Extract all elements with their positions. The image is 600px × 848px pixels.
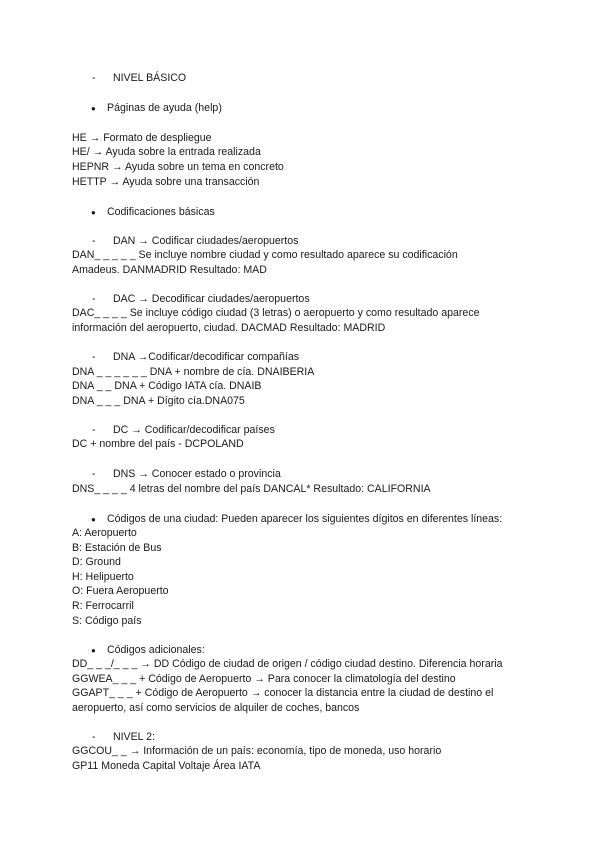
dan-line: Amadeus. DANMADRID Resultado: MAD	[72, 264, 267, 276]
dac-line: información del aeropuerto, ciudad. DACMAD Resultado: MADRID	[72, 322, 386, 334]
city-code-line: D: Ground	[72, 556, 121, 568]
dc-line: DC + nombre del país - DCPOLAND	[72, 438, 244, 450]
additional-code-line: DD_ _ _/_ _ _ → DD Código de ciudad de origen / código ciudad destino. Diferencia horaria	[72, 658, 503, 670]
heading-codigos-adicionales: ● Códigos adicionales:	[91, 644, 205, 656]
city-code-line: R: Ferrocarril	[72, 600, 134, 612]
city-code-line: S: Código país	[72, 615, 142, 627]
city-code-line: A: Aeropuerto	[72, 527, 137, 539]
dns-line: DNS_ _ _ _ 4 letras del nombre del país DANCAL* Resultado: CALIFORNIA	[72, 483, 431, 495]
section-nivel-2: - NIVEL 2:	[92, 731, 155, 743]
additional-code-line: GGWEA_ _ _ + Código de Aeropuerto → Para conocer la climatología del destino	[72, 673, 456, 685]
section-nivel-basico: - NIVEL BÁSICO	[92, 72, 187, 84]
subsection-dns: - DNS → Conocer estado o provincia	[92, 468, 281, 480]
heading-help: ● Páginas de ayuda (help)	[91, 102, 222, 114]
nivel2-line: GGCOU_ _ → Información de un país: economía, tipo de moneda, uso horario	[72, 745, 442, 757]
help-line: HEPNR → Ayuda sobre un tema en concreto	[72, 161, 284, 173]
dna-line: DNA _ _ _ _ _ _ DNA + nombre de cía. DNAIBERIA	[72, 366, 315, 378]
help-line: HETTP → Ayuda sobre una transacción	[72, 176, 260, 188]
subsection-dna: - DNA →Codificar/decodificar compañías	[92, 351, 300, 363]
heading-codificaciones: ● Codificaciones básicas	[91, 206, 215, 218]
dna-line: DNA _ _ DNA + Código IATA cía. DNAIB	[72, 380, 262, 392]
subsection-dan: - DAN → Codificar ciudades/aeropuertos	[92, 235, 299, 247]
city-code-line: H: Helipuerto	[72, 571, 134, 583]
dan-line: DAN_ _ _ _ _ Se incluye nombre ciudad y como resultado aparece su codificación	[72, 249, 458, 261]
nivel2-line: GP11 Moneda Capital Voltaje Área IATA	[72, 760, 261, 772]
help-line: HE/ → Ayuda sobre la entrada realizada	[72, 146, 261, 158]
subsection-dac: - DAC → Decodificar ciudades/aeropuertos	[92, 293, 310, 305]
dac-line: DAC_ _ _ _ Se incluye código ciudad (3 letras) o aeropuerto y como resultado aparece	[72, 307, 480, 319]
dna-line: DNA _ _ _ DNA + Dígito cía.DNA075	[72, 395, 245, 407]
subsection-dc: - DC → Codificar/decodificar países	[92, 424, 275, 436]
heading-codigos-ciudad: ● Códigos de una ciudad: Pueden aparecer los siguientes dígitos en diferentes líneas:	[91, 513, 503, 525]
city-code-line: B: Estación de Bus	[72, 542, 162, 554]
help-line: HE → Formato de despliegue	[72, 132, 212, 144]
additional-code-line: aeropuerto, así como servicios de alquiler de coches, bancos	[72, 702, 360, 714]
additional-code-line: GGAPT_ _ _ + Código de Aeropuerto → conocer la distancia entre la ciudad de destino el	[72, 687, 494, 699]
city-code-line: O: Fuera Aeropuerto	[72, 585, 169, 597]
